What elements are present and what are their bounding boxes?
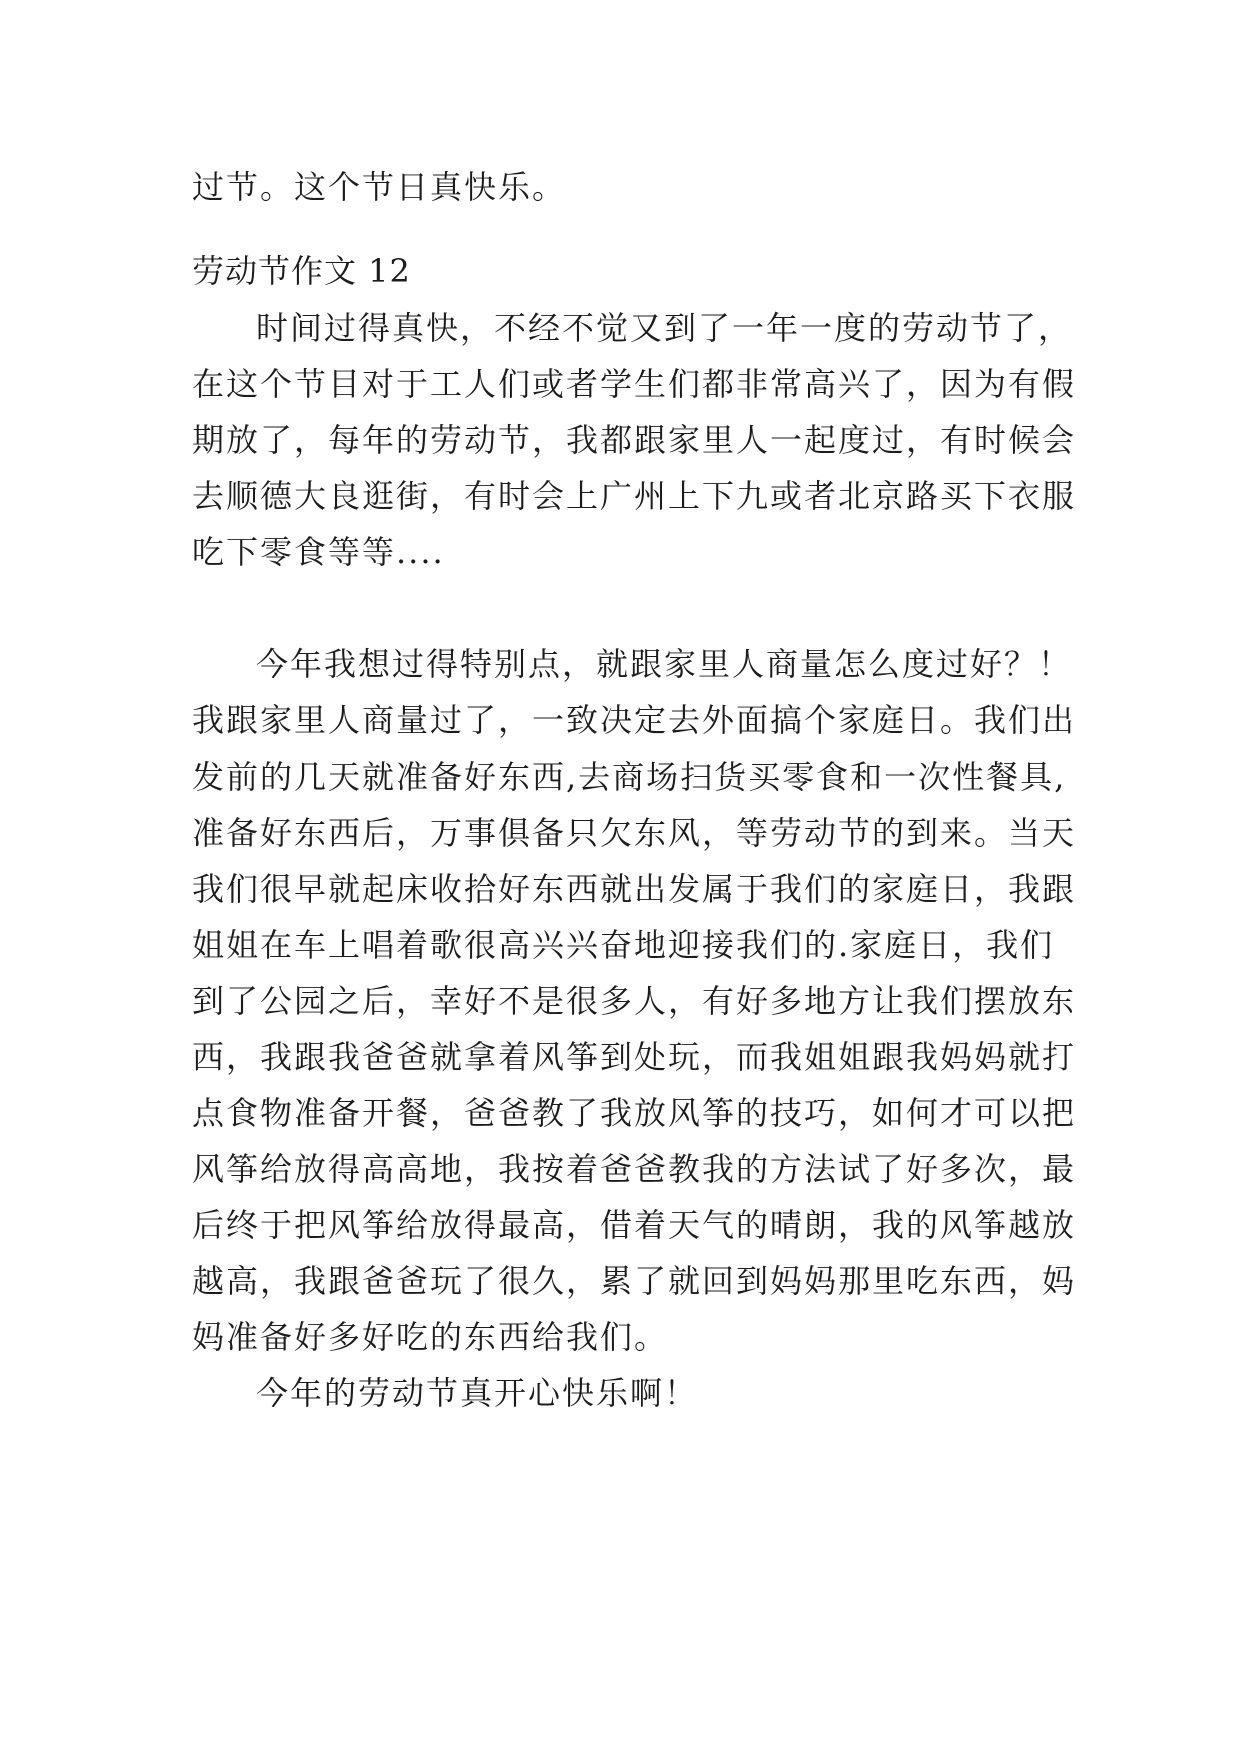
paragraph-line: 我跟家里人商量过了，一致决定去外面搞个家庭日。我们出 [192,701,1077,739]
paragraph-line: 妈准备好多好吃的东西给我们。 [192,1318,669,1356]
paragraph-line: 后终于把风筝给放得最高，借着天气的晴朗，我的风筝越放 [192,1206,1077,1244]
paragraph-line: 风筝给放得高高地，我按着爸爸教我的方法试了好多次，最 [192,1150,1077,1188]
paragraph-line: 在这个节目对于工人们或者学生们都非常高兴了，因为有假 [192,365,1077,403]
paragraph-line: 西，我跟我爸爸就拿着风筝到处玩，而我姐姐跟我妈妈就打 [192,1038,1077,1076]
paragraph-line: 今年的劳动节真开心快乐啊！ [256,1374,699,1412]
paragraph-line: 今年我想过得特别点，就跟家里人商量怎么度过好？！ [256,645,1073,683]
paragraph-line: 准备好东西后，万事俱备只欠东风，等劳动节的到来。当天 [192,814,1077,852]
paragraph-line-end: 过节。这个节日真快乐。 [192,168,567,206]
paragraph-line: 姐姐在车上唱着歌很高兴兴奋地迎接我们的.家庭日，我们 [192,926,1055,964]
paragraph-line: 点食物准备开餐，爸爸教了我放风筝的技巧，如何才可以把 [192,1094,1077,1132]
paragraph-line: 吃下零食等等.... [192,533,445,571]
paragraph-line: 越高，我跟爸爸玩了很久，累了就回到妈妈那里吃东西，妈 [192,1262,1077,1300]
paragraph-line: 时间过得真快，不经不觉又到了一年一度的劳动节了， [256,309,1073,347]
paragraph-line: 期放了，每年的劳动节，我都跟家里人一起度过，有时候会 [192,421,1077,459]
paragraph-line: 我们很早就起床收拾好东西就出发属于我们的家庭日，我跟 [192,870,1077,908]
paragraph-line: 去顺德大良逛街，有时会上广州上下九或者北京路买下衣服 [192,477,1077,515]
paragraph-line: 到了公园之后，幸好不是很多人，有好多地方让我们摆放东 [192,982,1077,1020]
paragraph-line: 发前的几天就准备好东西,去商场扫货买零食和一次性餐具, [192,758,1067,796]
section-heading: 劳动节作文 12 [192,252,411,290]
